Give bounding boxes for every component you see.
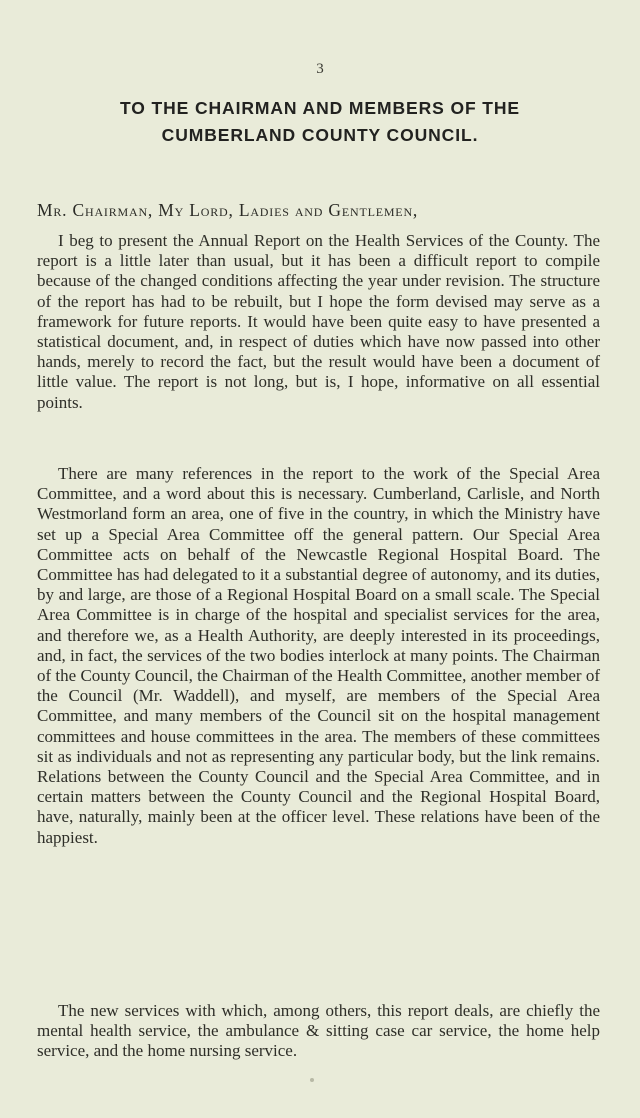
paper-speck bbox=[310, 1078, 314, 1082]
salutation: Mr. Chairman, My Lord, Ladies and Gentlemen, bbox=[37, 200, 419, 220]
paragraph-new-services: The new services with which, among others, this report deals, are chiefly the mental health service, the ambulance & sitting case car service, the home help service, and the home nursing service. bbox=[37, 1001, 600, 1061]
paragraph-special-area-committee: There are many references in the report to the work of the Special Area Committee, and a word about this is necessary. Cumberland, Carlisle, and North Westmorland form an area, one of five in the country, in which the Ministry have set up a Special Area Committee off the general pattern. Our Special Area Committee acts on behalf of the Newcastle Regional Hospital Board. The Committee has had delegated to it a substantial degree of autonomy, and its duties, by and large, are those of a Regional Hospital Board on a small scale. The Special Area Committee is in charge of the hospital and specialist services for the area, and therefore we, as a Health Authority, are deeply interested in its proceedings, and, in fact, the services of the two bodies interlock at many points. The Chairman of the County Council, the Chairman of the Health Committee, another member of the Council (Mr. Waddell), and myself, are members of the Special Area Committee, and many members of the Council sit on the hospital management committees and house committees in the area. The members of these committees sit as individuals and not as representing any particular body, but the link remains. Relations between the County Council and the Special Area Committee, and in certain matters between the County Council and the Regional Hospital Board, have, naturally, mainly been at the officer level. These relations have been of the happiest. bbox=[37, 464, 600, 847]
heading-line-2: CUMBERLAND COUNTY COUNCIL. bbox=[161, 125, 479, 145]
page-heading bbox=[40, 95, 600, 149]
heading-line-1: TO THE CHAIRMAN AND MEMBERS OF THE bbox=[119, 98, 521, 118]
page-number: 3 bbox=[316, 61, 324, 77]
paragraph-intro: I beg to present the Annual Report on the Health Services of the County. The report is a little later than usual, but it has been a difficult report to compile because of the changed conditions affecting the year under revision. The structure of the report has had to be rebuilt, but I hope the form devised may serve as a framework for future reports. It would have been quite easy to have presented a statistical document, and, in respect of duties which have now passed into other hands, merely to record the fact, but the result would have been a document of little value. The report is not long, but is, I hope, informative on all essential points. bbox=[37, 231, 600, 412]
